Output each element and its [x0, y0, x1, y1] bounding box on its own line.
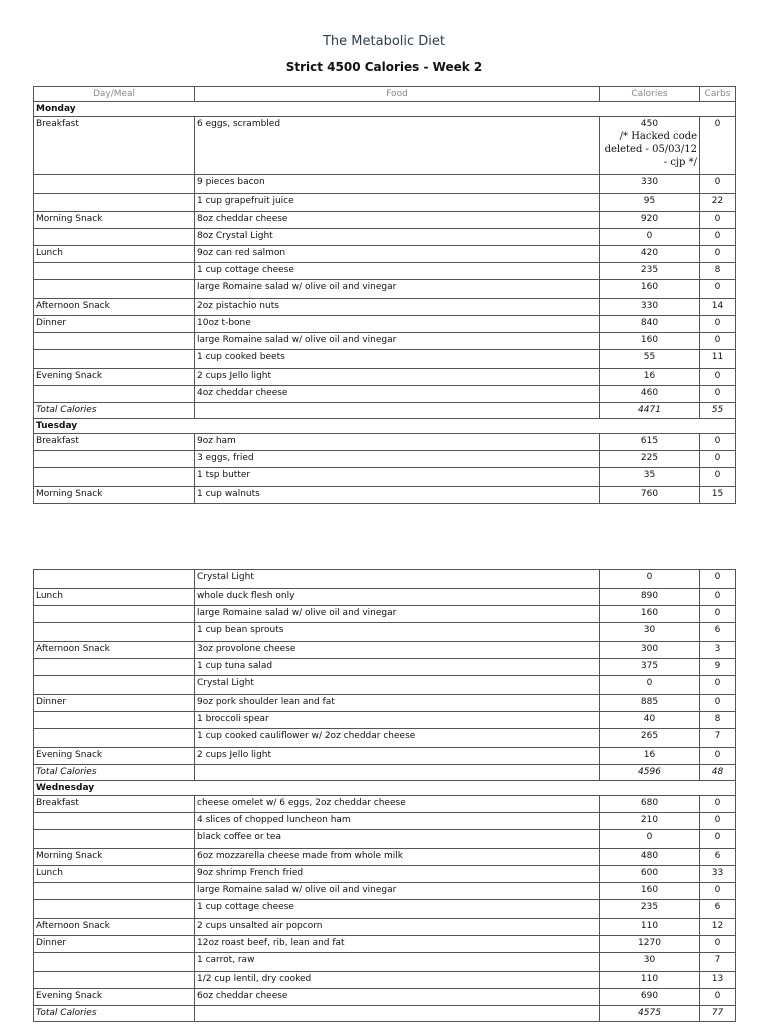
table-row [34, 748, 736, 765]
meal-cell: Breakfast [34, 117, 195, 175]
calories-cell: 615 [600, 434, 700, 451]
meal-cell: Morning Snack [34, 487, 195, 504]
carbs-cell: 0 [700, 570, 736, 589]
meal-cell [34, 333, 195, 350]
food-cell: 1 cup grapefruit juice [195, 194, 600, 212]
table-row [34, 849, 736, 866]
calories-cell: 110 [600, 972, 700, 989]
food-cell: large Romaine salad w/ olive oil and vinegar [195, 280, 600, 299]
food-cell: large Romaine salad w/ olive oil and vinegar [195, 606, 600, 623]
food-cell: 9oz ham [195, 434, 600, 451]
code-note: /* Hacked code deleted - 05/03/12 - cjp */ [604, 131, 697, 168]
carbs-cell: 0 [700, 813, 736, 830]
total-calories: 4471 [600, 403, 700, 419]
total-row [34, 765, 736, 781]
food-cell: 9oz can red salmon [195, 246, 600, 263]
diet-table-page2 [33, 569, 736, 1022]
calories-cell [600, 117, 700, 175]
calories-cell: 235 [600, 900, 700, 919]
carbs-cell: 0 [700, 748, 736, 765]
carbs-cell: 6 [700, 849, 736, 866]
table-row [34, 299, 736, 316]
table-row [34, 813, 736, 830]
meal-cell: Dinner [34, 695, 195, 712]
calories-cell: 110 [600, 919, 700, 936]
table-row [34, 350, 736, 369]
total-carbs: 48 [700, 765, 736, 781]
carbs-cell: 13 [700, 972, 736, 989]
calories-cell: 0 [600, 570, 700, 589]
calories-cell: 16 [600, 748, 700, 765]
food-cell: 1/2 cup lentil, dry cooked [195, 972, 600, 989]
food-cell: 8oz Crystal Light [195, 229, 600, 246]
calories-cell: 225 [600, 451, 700, 468]
day-label: Wednesday [34, 781, 736, 796]
calories-cell: 330 [600, 299, 700, 316]
food-cell [195, 403, 600, 419]
table-row [34, 953, 736, 972]
calories-cell: 920 [600, 212, 700, 229]
meal-cell: Lunch [34, 246, 195, 263]
meal-cell: Lunch [34, 866, 195, 883]
carbs-cell: 0 [700, 468, 736, 487]
food-cell [195, 1006, 600, 1022]
calories-cell: 95 [600, 194, 700, 212]
table-row [34, 623, 736, 642]
carbs-cell: 0 [700, 936, 736, 953]
header-day-meal: Day/Meal [34, 87, 195, 102]
total-carbs: 55 [700, 403, 736, 419]
calories-cell: 375 [600, 659, 700, 676]
table-row [34, 229, 736, 246]
table-row [34, 900, 736, 919]
calories-cell: 40 [600, 712, 700, 729]
carbs-cell: 0 [700, 316, 736, 333]
food-cell: Crystal Light [195, 570, 600, 589]
meal-cell [34, 229, 195, 246]
calories-cell: 35 [600, 468, 700, 487]
meal-cell: Breakfast [34, 434, 195, 451]
table-row [34, 451, 736, 468]
food-cell: 1 broccoli spear [195, 712, 600, 729]
food-cell: 9oz pork shoulder lean and fat [195, 695, 600, 712]
table-row [34, 676, 736, 695]
food-cell: 1 cup cottage cheese [195, 900, 600, 919]
carbs-cell: 0 [700, 989, 736, 1006]
carbs-cell: 0 [700, 434, 736, 451]
total-label: Total Calories [34, 765, 195, 781]
table-row [34, 972, 736, 989]
calories-cell: 30 [600, 623, 700, 642]
meal-cell [34, 280, 195, 299]
meal-cell [34, 451, 195, 468]
table-row [34, 212, 736, 229]
carbs-cell: 0 [700, 175, 736, 194]
meal-cell [34, 883, 195, 900]
table-row [34, 989, 736, 1006]
calories-cell: 330 [600, 175, 700, 194]
meal-cell [34, 972, 195, 989]
calories-cell: 760 [600, 487, 700, 504]
meal-cell: Morning Snack [34, 212, 195, 229]
day-row [34, 781, 736, 796]
table-row [34, 729, 736, 748]
calories-cell: 160 [600, 280, 700, 299]
food-cell: 2 cups Jello light [195, 369, 600, 386]
calories-cell: 0 [600, 676, 700, 695]
food-cell: black coffee or tea [195, 830, 600, 849]
carbs-cell: 0 [700, 451, 736, 468]
carbs-cell: 33 [700, 866, 736, 883]
calories-cell: 0 [600, 229, 700, 246]
carbs-cell: 6 [700, 900, 736, 919]
meal-cell [34, 659, 195, 676]
calories-cell: 160 [600, 883, 700, 900]
carbs-cell: 7 [700, 953, 736, 972]
food-cell: 9 pieces bacon [195, 175, 600, 194]
table-row [34, 589, 736, 606]
calories-cell: 160 [600, 333, 700, 350]
carbs-cell: 8 [700, 263, 736, 280]
food-cell: large Romaine salad w/ olive oil and vinegar [195, 883, 600, 900]
calories-cell: 265 [600, 729, 700, 748]
calories-cell: 680 [600, 796, 700, 813]
table-row [34, 642, 736, 659]
food-cell: 4 slices of chopped luncheon ham [195, 813, 600, 830]
carbs-cell: 0 [700, 212, 736, 229]
carbs-cell: 0 [700, 246, 736, 263]
calories-cell: 600 [600, 866, 700, 883]
table-row [34, 866, 736, 883]
total-row [34, 1006, 736, 1022]
table-row [34, 712, 736, 729]
carbs-cell: 0 [700, 883, 736, 900]
carbs-cell: 12 [700, 919, 736, 936]
meal-cell: Morning Snack [34, 849, 195, 866]
food-cell: 2 cups Jello light [195, 748, 600, 765]
calories-cell: 160 [600, 606, 700, 623]
meal-cell [34, 175, 195, 194]
table-row [34, 175, 736, 194]
meal-cell [34, 623, 195, 642]
total-calories: 4575 [600, 1006, 700, 1022]
table-row [34, 796, 736, 813]
carbs-cell: 6 [700, 623, 736, 642]
meal-cell [34, 712, 195, 729]
food-cell: 9oz shrimp French fried [195, 866, 600, 883]
meal-cell [34, 570, 195, 589]
table-row [34, 695, 736, 712]
meal-cell: Afternoon Snack [34, 299, 195, 316]
carbs-cell: 3 [700, 642, 736, 659]
header-food: Food [195, 87, 600, 102]
meal-cell [34, 830, 195, 849]
carbs-cell: 0 [700, 589, 736, 606]
food-cell: 12oz roast beef, rib, lean and fat [195, 936, 600, 953]
calories-cell: 1270 [600, 936, 700, 953]
meal-cell [34, 900, 195, 919]
food-cell: 6oz cheddar cheese [195, 989, 600, 1006]
carbs-cell: 0 [700, 229, 736, 246]
table-row [34, 830, 736, 849]
calories-cell: 210 [600, 813, 700, 830]
meal-cell: Afternoon Snack [34, 919, 195, 936]
table-row [34, 386, 736, 403]
food-cell: 1 cup bean sprouts [195, 623, 600, 642]
carbs-cell: 11 [700, 350, 736, 369]
meal-cell [34, 468, 195, 487]
meal-cell: Lunch [34, 589, 195, 606]
carbs-cell: 15 [700, 487, 736, 504]
calories-cell: 235 [600, 263, 700, 280]
table-row [34, 487, 736, 504]
table-row [34, 659, 736, 676]
meal-cell [34, 953, 195, 972]
calories-cell: 55 [600, 350, 700, 369]
calories-cell: 885 [600, 695, 700, 712]
carbs-cell: 9 [700, 659, 736, 676]
food-cell: 1 carrot, raw [195, 953, 600, 972]
meal-cell: Evening Snack [34, 369, 195, 386]
food-cell: cheese omelet w/ 6 eggs, 2oz cheddar cheese [195, 796, 600, 813]
food-cell: 2 cups unsalted air popcorn [195, 919, 600, 936]
calories-cell: 840 [600, 316, 700, 333]
total-calories: 4596 [600, 765, 700, 781]
table-row [34, 333, 736, 350]
carbs-cell: 0 [700, 280, 736, 299]
table-row [34, 263, 736, 280]
carbs-cell: 0 [700, 369, 736, 386]
meal-cell: Afternoon Snack [34, 642, 195, 659]
meal-cell [34, 676, 195, 695]
calories-value: 450 [640, 119, 659, 129]
calories-cell: 690 [600, 989, 700, 1006]
page-title: The Metabolic Diet [322, 34, 445, 49]
meal-cell [34, 729, 195, 748]
food-cell: 2oz pistachio nuts [195, 299, 600, 316]
food-cell: 4oz cheddar cheese [195, 386, 600, 403]
meal-cell [34, 606, 195, 623]
table-row [34, 468, 736, 487]
meal-cell: Breakfast [34, 796, 195, 813]
total-label: Total Calories [34, 403, 195, 419]
header-calories: Calories [600, 87, 700, 102]
calories-cell: 0 [600, 830, 700, 849]
food-cell: 1 tsp butter [195, 468, 600, 487]
page-subtitle: Strict 4500 Calories - Week 2 [285, 60, 483, 74]
food-cell: 6oz mozzarella cheese made from whole milk [195, 849, 600, 866]
calories-cell: 890 [600, 589, 700, 606]
table-row [34, 369, 736, 386]
carbs-cell: 0 [700, 830, 736, 849]
carbs-cell: 7 [700, 729, 736, 748]
meal-cell [34, 386, 195, 403]
food-cell: Crystal Light [195, 676, 600, 695]
diet-table-page1 [33, 86, 736, 504]
table-row [34, 606, 736, 623]
carbs-cell: 0 [700, 333, 736, 350]
food-cell: 1 cup cooked cauliflower w/ 2oz cheddar cheese [195, 729, 600, 748]
meal-cell: Dinner [34, 316, 195, 333]
meal-cell [34, 350, 195, 369]
carbs-cell: 14 [700, 299, 736, 316]
calories-cell: 480 [600, 849, 700, 866]
carbs-cell: 22 [700, 194, 736, 212]
carbs-cell: 0 [700, 676, 736, 695]
total-label: Total Calories [34, 1006, 195, 1022]
food-cell [195, 765, 600, 781]
food-cell: 3oz provolone cheese [195, 642, 600, 659]
day-label: Tuesday [34, 419, 736, 434]
meal-cell [34, 813, 195, 830]
meal-cell [34, 263, 195, 280]
meal-cell: Evening Snack [34, 989, 195, 1006]
calories-cell: 30 [600, 953, 700, 972]
table-row [34, 117, 736, 175]
table-row [34, 919, 736, 936]
table-row [34, 316, 736, 333]
meal-cell [34, 194, 195, 212]
total-carbs: 77 [700, 1006, 736, 1022]
table-row [34, 434, 736, 451]
food-cell: 1 cup walnuts [195, 487, 600, 504]
meal-cell: Dinner [34, 936, 195, 953]
calories-cell: 16 [600, 369, 700, 386]
food-cell: 3 eggs, fried [195, 451, 600, 468]
table-row [34, 194, 736, 212]
table-row [34, 570, 736, 589]
food-cell: 1 cup tuna salad [195, 659, 600, 676]
header-carbs: Carbs [700, 87, 736, 102]
carbs-cell: 0 [700, 117, 736, 175]
day-label: Monday [34, 102, 736, 117]
calories-cell: 300 [600, 642, 700, 659]
meal-cell: Evening Snack [34, 748, 195, 765]
day-row [34, 419, 736, 434]
carbs-cell: 8 [700, 712, 736, 729]
day-row [34, 102, 736, 117]
calories-cell: 420 [600, 246, 700, 263]
food-cell: 10oz t-bone [195, 316, 600, 333]
food-cell: 8oz cheddar cheese [195, 212, 600, 229]
food-cell: 6 eggs, scrambled [195, 117, 600, 175]
table-row [34, 280, 736, 299]
food-cell: large Romaine salad w/ olive oil and vinegar [195, 333, 600, 350]
food-cell: 1 cup cooked beets [195, 350, 600, 369]
calories-cell: 460 [600, 386, 700, 403]
carbs-cell: 0 [700, 606, 736, 623]
table-row [34, 936, 736, 953]
table-row [34, 246, 736, 263]
food-cell: 1 cup cottage cheese [195, 263, 600, 280]
total-row [34, 403, 736, 419]
food-cell: whole duck flesh only [195, 589, 600, 606]
carbs-cell: 0 [700, 695, 736, 712]
carbs-cell: 0 [700, 796, 736, 813]
table-row [34, 883, 736, 900]
carbs-cell: 0 [700, 386, 736, 403]
